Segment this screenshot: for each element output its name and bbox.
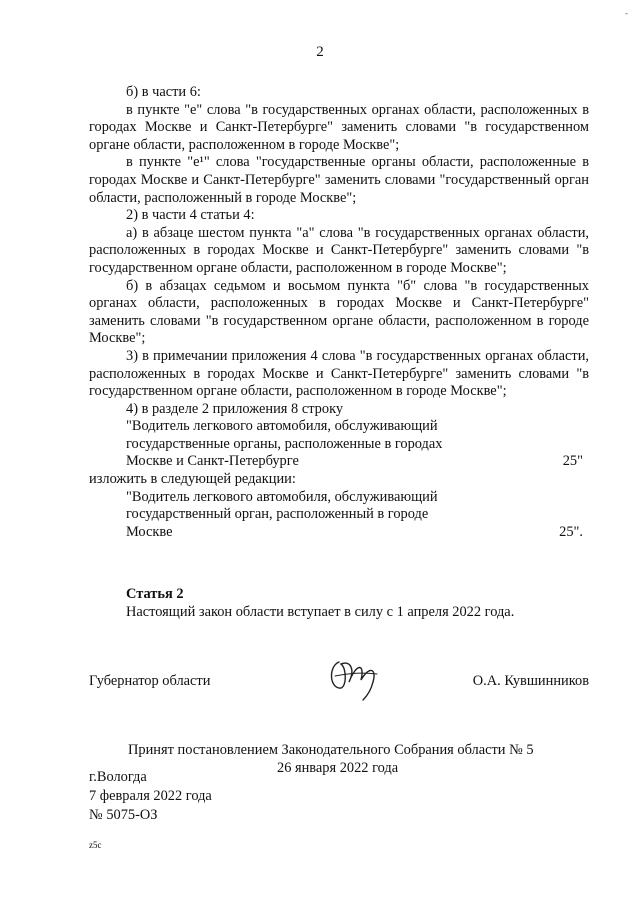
law-number: № 5075-ОЗ xyxy=(89,807,158,823)
signer-position: Губернатор области xyxy=(89,673,211,689)
article-text: Настоящий закон области вступает в силу с 1 апреля 2022 года. xyxy=(126,603,515,620)
new-quote-row xyxy=(89,524,589,542)
sign-date: 7 февраля 2022 года xyxy=(89,788,212,804)
page-number: 2 xyxy=(316,44,324,60)
paragraph-8: 4) в разделе 2 приложения 8 строку xyxy=(126,400,344,417)
new-quote-line-3: Москве xyxy=(126,523,173,540)
handwritten-signature xyxy=(325,652,385,702)
old-quote-row xyxy=(89,453,589,471)
old-quote-line-2: государственные органы, расположенные в городах xyxy=(126,435,443,452)
article-title: Статья 2 xyxy=(126,586,184,602)
paragraph-6: б) в абзацах седьмом и восьмом пункта "б" слова "в государственных органах области, расположенных в городах Москве и Санкт-Петербурге" заменить словами "в государственном органе области, расположенном в городе Москве"; xyxy=(89,277,589,347)
paragraph-1: б) в части 6: xyxy=(126,84,201,100)
place-date-block xyxy=(89,768,212,825)
document-body xyxy=(89,84,589,541)
article-2 xyxy=(126,586,514,621)
old-quote-line-1: "Водитель легкового автомобиля, обслуживающий xyxy=(126,418,438,435)
adoption-line-1: Принят постановлением Законодательного Собрания области № 5 xyxy=(128,742,534,758)
signer-name: О.А. Кувшинников xyxy=(472,673,589,689)
new-quote-line-1: "Водитель легкового автомобиля, обслуживающий xyxy=(126,488,438,505)
paragraph-7: 3) в примечании приложения 4 слова "в государственных органах области, расположенных в городах Москве и Санкт-Петербурге" заменить словами "в государственном органе области, расположенном в городе Москве"; xyxy=(89,347,589,400)
new-quote-line-2: государственный орган, расположенный в городе xyxy=(126,506,429,523)
new-quote-value: 25". xyxy=(559,523,583,540)
old-quote-value: 25" xyxy=(562,453,583,470)
replace-intro: изложить в следующей редакции: xyxy=(89,471,296,488)
paragraph-2: в пункте "е" слова "в государственных органах области, расположенных в городах Москве и Санкт-Петербурге" заменить словами "в государственном органе области, расположенном в городе Москве"; xyxy=(89,101,589,153)
paragraph-5: а) в абзаце шестом пункта "а" слова "в государственных органах области, расположенных в городах Москве и Санкт-Петербурге" заменить словами "в государственном органе области, расположенном в городе Москве"; xyxy=(89,224,589,276)
document-code: z5c xyxy=(89,840,102,850)
city: г.Вологда xyxy=(89,769,147,785)
paragraph-3: в пункте "е¹" слова "государственные органы области, расположенные в городах Москве и Санкт-Петербурге" заменить словами "государственный орган области, расположенный в городе Москве"; xyxy=(89,154,589,206)
corner-mark: - xyxy=(625,8,628,18)
adoption-date: 26 января 2022 года xyxy=(277,760,399,776)
old-quote-line-3: Москве и Санкт-Петербурге xyxy=(126,453,299,470)
paragraph-4: 2) в части 4 статьи 4: xyxy=(126,207,255,224)
